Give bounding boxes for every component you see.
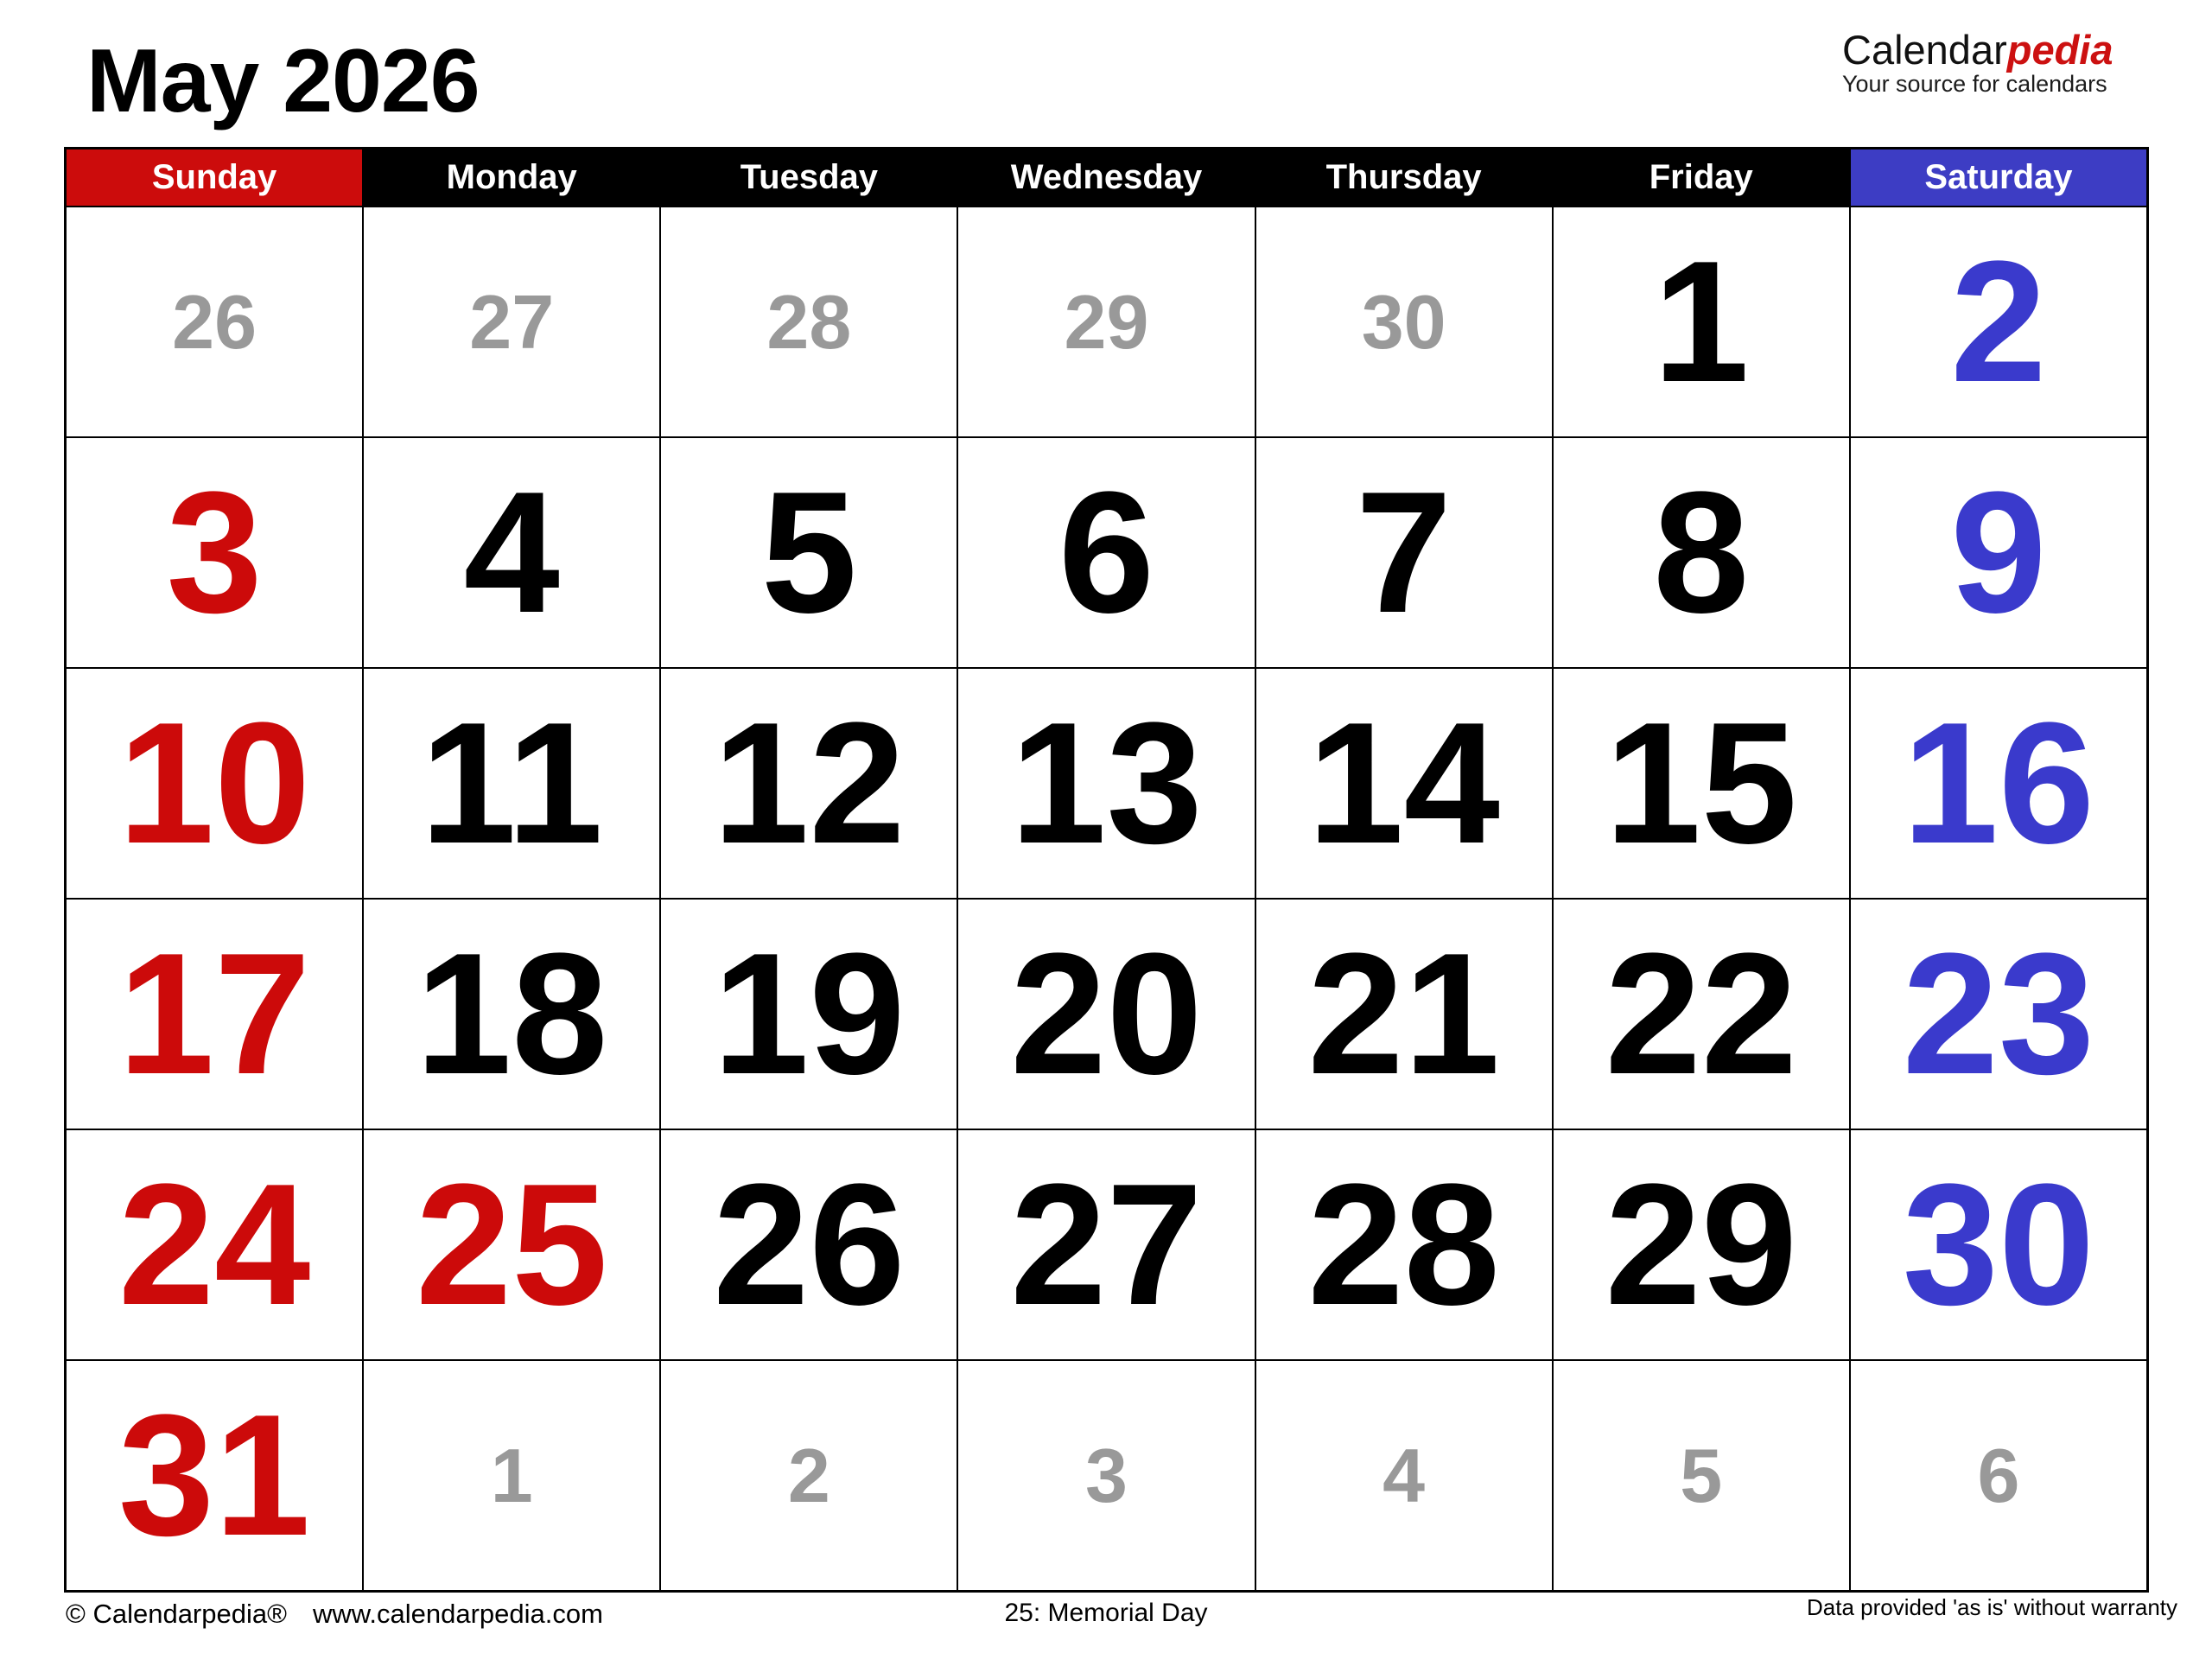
day-number: 28 bbox=[766, 278, 852, 365]
logo-text-calendar: Calendar bbox=[1842, 27, 2007, 73]
day-cell bbox=[1554, 438, 1849, 667]
day-cell bbox=[958, 1130, 1254, 1359]
day-number: 11 bbox=[420, 686, 603, 880]
logo-text-pedia: pedia bbox=[2006, 27, 2113, 73]
day-number: 30 bbox=[1361, 278, 1446, 365]
weekday-header-saturday: Saturday bbox=[1851, 149, 2146, 206]
day-cell bbox=[67, 1361, 362, 1590]
day-number: 27 bbox=[1010, 1148, 1203, 1341]
day-number: 1 bbox=[490, 1432, 533, 1518]
day-cell bbox=[364, 438, 659, 667]
day-cell bbox=[364, 900, 659, 1129]
day-cell bbox=[67, 669, 362, 898]
day-cell bbox=[1851, 669, 2146, 898]
day-cell bbox=[1256, 669, 1552, 898]
day-number: 18 bbox=[415, 917, 608, 1110]
day-number: 14 bbox=[1307, 686, 1500, 880]
weekday-header-wednesday: Wednesday bbox=[958, 149, 1254, 206]
day-cell bbox=[1554, 669, 1849, 898]
day-cell bbox=[661, 1361, 957, 1590]
weekday-header-tuesday: Tuesday bbox=[661, 149, 957, 206]
day-number: 28 bbox=[1307, 1148, 1500, 1341]
footer-holiday-note: 25: Memorial Day bbox=[1004, 1599, 1208, 1627]
day-cell bbox=[1851, 1130, 2146, 1359]
day-cell bbox=[661, 1130, 957, 1359]
day-number: 3 bbox=[1085, 1432, 1128, 1518]
day-number: 12 bbox=[713, 686, 906, 880]
copyright-text: © Calendarpedia® bbox=[66, 1599, 287, 1629]
day-cell bbox=[661, 669, 957, 898]
day-number: 3 bbox=[166, 455, 263, 649]
day-number: 8 bbox=[1653, 455, 1750, 649]
day-number: 29 bbox=[1064, 278, 1149, 365]
day-number: 5 bbox=[760, 455, 857, 649]
day-number: 1 bbox=[1653, 225, 1750, 418]
day-number: 17 bbox=[118, 917, 311, 1110]
day-number: 21 bbox=[1307, 917, 1500, 1110]
day-number: 10 bbox=[118, 686, 311, 880]
day-number: 25 bbox=[415, 1148, 608, 1341]
day-cell bbox=[958, 900, 1254, 1129]
weekday-header-sunday: Sunday bbox=[67, 149, 362, 206]
day-number: 6 bbox=[1977, 1432, 2020, 1518]
day-cell bbox=[67, 207, 362, 436]
day-number: 20 bbox=[1010, 917, 1203, 1110]
weekday-header-friday: Friday bbox=[1554, 149, 1849, 206]
day-cell bbox=[1851, 900, 2146, 1129]
day-cell bbox=[1554, 1130, 1849, 1359]
calendar-grid bbox=[64, 147, 2149, 1593]
day-number: 30 bbox=[1902, 1148, 2095, 1341]
day-cell bbox=[1256, 438, 1552, 667]
day-number: 26 bbox=[713, 1148, 906, 1341]
day-cell bbox=[661, 900, 957, 1129]
website-link[interactable]: www.calendarpedia.com bbox=[312, 1599, 603, 1629]
day-number: 9 bbox=[1950, 455, 2047, 649]
day-number: 24 bbox=[118, 1148, 311, 1341]
day-cell bbox=[661, 438, 957, 667]
day-number: 27 bbox=[469, 278, 555, 365]
day-cell bbox=[1554, 1361, 1849, 1590]
day-cell bbox=[1256, 1130, 1552, 1359]
weekday-header-monday: Monday bbox=[364, 149, 659, 206]
day-cell bbox=[958, 669, 1254, 898]
day-number: 31 bbox=[118, 1378, 311, 1572]
day-number: 5 bbox=[1680, 1432, 1723, 1518]
day-number: 16 bbox=[1902, 686, 2095, 880]
day-number: 15 bbox=[1605, 686, 1797, 880]
logo-tagline: Your source for calendars bbox=[1842, 71, 2107, 97]
day-cell bbox=[1256, 207, 1552, 436]
day-cell bbox=[1256, 900, 1552, 1129]
day-cell bbox=[661, 207, 957, 436]
day-number: 4 bbox=[1382, 1432, 1426, 1518]
logo-wordmark bbox=[1842, 27, 2113, 73]
day-number: 23 bbox=[1902, 917, 2095, 1110]
day-cell bbox=[67, 1130, 362, 1359]
day-cell bbox=[364, 669, 659, 898]
day-number: 6 bbox=[1058, 455, 1155, 649]
day-number: 29 bbox=[1605, 1148, 1797, 1341]
day-cell bbox=[1554, 207, 1849, 436]
day-cell bbox=[67, 438, 362, 667]
day-cell bbox=[958, 207, 1254, 436]
day-number: 13 bbox=[1010, 686, 1203, 880]
day-cell bbox=[1851, 438, 2146, 667]
day-cell bbox=[1554, 900, 1849, 1129]
day-number: 4 bbox=[463, 455, 560, 649]
day-cell bbox=[364, 207, 659, 436]
day-number: 7 bbox=[1356, 455, 1452, 649]
day-cell bbox=[364, 1361, 659, 1590]
page-title: May 2026 bbox=[86, 31, 480, 131]
day-number: 19 bbox=[713, 917, 906, 1110]
day-cell bbox=[364, 1130, 659, 1359]
footer-disclaimer: Data provided 'as is' without warranty bbox=[1806, 1594, 2177, 1620]
day-cell bbox=[1256, 1361, 1552, 1590]
day-cell bbox=[958, 1361, 1254, 1590]
day-number: 22 bbox=[1605, 917, 1797, 1110]
day-number: 2 bbox=[1950, 225, 2047, 418]
day-cell bbox=[67, 900, 362, 1129]
day-cell bbox=[958, 438, 1254, 667]
day-number: 26 bbox=[172, 278, 257, 365]
day-number: 2 bbox=[787, 1432, 830, 1518]
weekday-header-thursday: Thursday bbox=[1256, 149, 1552, 206]
day-cell bbox=[1851, 1361, 2146, 1590]
calendarpedia-logo[interactable] bbox=[1842, 29, 2113, 96]
day-cell bbox=[1851, 207, 2146, 436]
